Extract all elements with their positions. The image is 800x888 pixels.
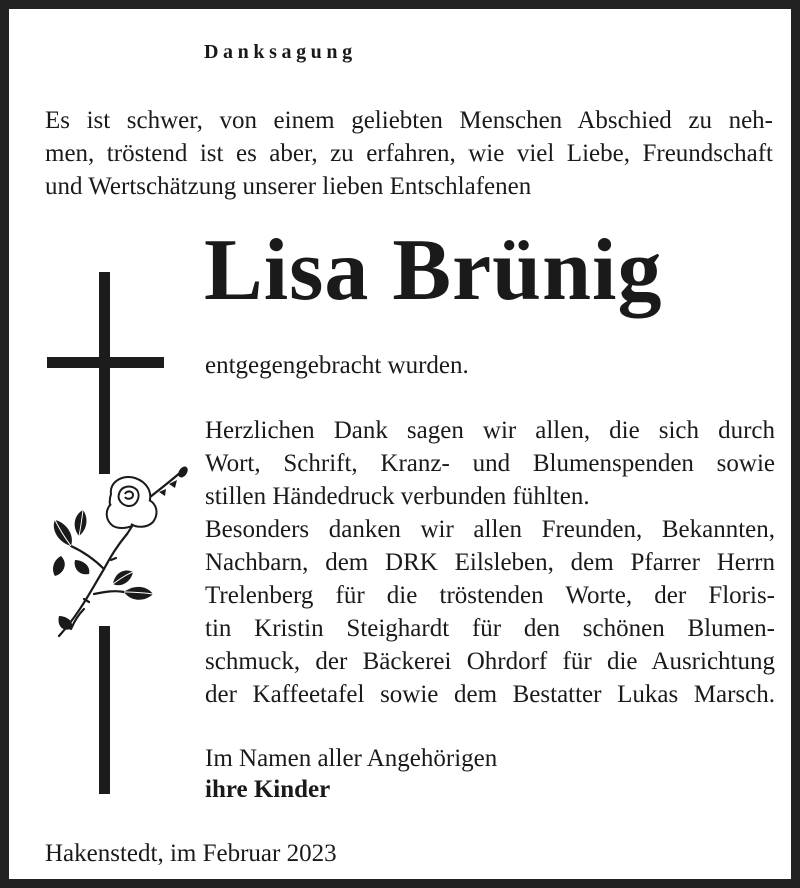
cross-bar [47, 357, 164, 368]
rose-icon [49, 464, 194, 639]
closing-text: Im Namen aller Angehörigen [205, 745, 498, 772]
cross-icon [99, 272, 110, 474]
thanks-line: stillen Händedruck verbunden fühlten. [205, 483, 590, 510]
special-thanks-line: schmuck, der Bäckerei Ohrdorf für die Ausrichtung [205, 648, 775, 675]
special-thanks-line: Besonders danken wir allen Freunden, Bekannten, [205, 516, 775, 543]
intro-line: Es ist schwer, von einem geliebten Menschen Abschied zu neh- [45, 107, 773, 134]
notice-heading: Danksagung [204, 41, 357, 63]
intro-paragraph [45, 104, 773, 203]
place-and-date: Hakenstedt, im Februar 2023 [45, 840, 337, 867]
deceased-name: Lisa Brünig [204, 222, 663, 319]
special-thanks-line: Nachbarn, dem DRK Eilsleben, dem Pfarrer Herrn [205, 549, 775, 576]
special-thanks-line: tin Kristin Steighardt für den schönen Blumen- [205, 615, 775, 642]
after-name-text: entgegengebracht wurden. [205, 352, 469, 379]
intro-line: und Wertschätzung unserer lieben Entschlafenen [45, 173, 532, 200]
signoff-text: ihre Kinder [205, 776, 331, 803]
special-thanks-line: Trelenberg für die tröstenden Worte, der Floris- [205, 582, 775, 609]
thanks-line: Wort, Schrift, Kranz- und Blumenspenden sowie [205, 450, 775, 477]
special-thanks-line: der Kaffeetafel sowie dem Bestatter Lukas Marsch. [205, 681, 775, 708]
intro-line: men, tröstend ist es aber, zu erfahren, wie viel Liebe, Freundschaft [45, 140, 773, 167]
thanks-line: Herzlichen Dank sagen wir allen, die sich durch [205, 417, 775, 444]
cross-stem [99, 626, 110, 794]
